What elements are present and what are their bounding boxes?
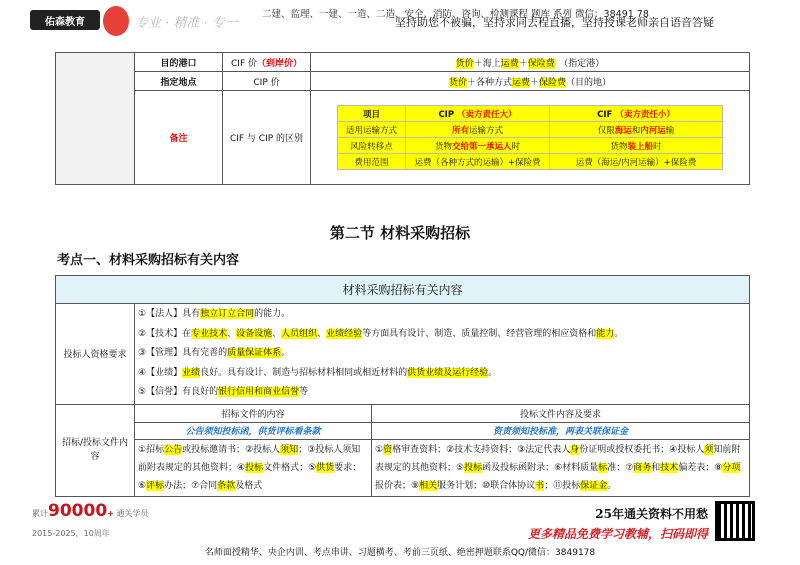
student-count: 累计90000+ 通关学员 (32, 501, 149, 521)
table-row (56, 53, 750, 72)
cif-cip-table (55, 52, 750, 185)
scrolling-notice: 二建、监理、一建、一造、二造、安全、消防、咨询、检测课程 题库 系列 微信：38491 78 (262, 9, 649, 20)
term-name: CIP 价 (223, 72, 311, 91)
requirement-item: ①【法人】具有独立订立合同的能力。 (138, 309, 291, 319)
requirement-item: ②【技术】在专业技术、设备设施、人员组织、业绩经验等方面具有设计、制造、质量控制、经营管理的相应资格和能力。 (138, 328, 624, 339)
term-name: CIF 价（到岸价） (223, 53, 311, 72)
key-point-heading: 考点一、材料采购招标有关内容 (57, 253, 240, 268)
item-cell: 风险转移点 (338, 138, 406, 154)
footer-slogan: 25年通关资料不用愁 更多精品免费学习教辅，扫码即得 (527, 507, 708, 541)
comparison-table (337, 105, 723, 170)
header-tagline: 坚持助您不被骗，坚持求同去程直播，坚持授课老师亲自语音答疑 (395, 16, 714, 29)
term-content: 货价＋各种方式运费＋保险费（目的地） (311, 72, 750, 91)
cif-cell: 运费（海运/内河运输）+保险费 (550, 154, 723, 170)
remark-name: CIF 与 CIP 的区别 (223, 91, 311, 185)
brand-logo: 佑森教育 (30, 10, 100, 30)
term-content: 货价＋海上运费＋保险费 （指定港） (311, 53, 750, 72)
remark-label: 备注 (135, 91, 223, 185)
requirement-item: ③【管理】具有完善的质量保证体系。 (138, 348, 291, 358)
item-cell: 费用范围 (338, 154, 406, 170)
row-label: 指定地点 (135, 72, 223, 91)
cip-cell: 运费（各种方式的运输）+保险费 (406, 154, 550, 170)
table-row (56, 91, 750, 185)
header-item: 项目 (338, 106, 406, 122)
footer-contact: 名师面授精华、央企内训、考点串讲、习题横考、考前三页纸、绝密押题联系QQ/微信：3849178 (204, 548, 596, 558)
years-label: 2015-2025，10周年 (32, 529, 110, 538)
header-cip: CIP （卖方责任大） (406, 106, 550, 122)
section-title: 第二节 材料采购招标 (329, 224, 471, 242)
qual-label: 投标人资格要求 (56, 304, 135, 405)
brand-slogan: 专业 · 精准 · 专一 (135, 16, 238, 31)
tender-subtitle: 资责须知投标准，两表关联保证金 (372, 422, 750, 439)
table-title: 材料采购招标有关内容 (56, 276, 750, 304)
row-label: 目的港口 (135, 53, 223, 72)
qr-code-icon[interactable] (715, 501, 755, 541)
tender-header: 投标文件内容及要求 (372, 404, 750, 422)
bid-contents: ①招标公告或投标邀请书；②投标人须知；③投标人须知前附表规定的其他资料；④投标文件格式；⑤供货要求；⑥评标办法；⑦合同条款及格式 (135, 439, 372, 496)
docs-label: 招标/投标文件内容 (56, 404, 135, 496)
cif-cell: 货物装上船时 (550, 138, 723, 154)
bid-subtitle: 公告须知投标函，供货评标看条款 (135, 422, 372, 439)
item-cell: 适用运输方式 (338, 122, 406, 138)
procurement-table (55, 275, 750, 497)
bid-header: 招标文件的内容 (135, 404, 372, 422)
blank-cell (56, 53, 135, 185)
cip-cell: 所有运输方式 (406, 122, 550, 138)
tender-contents: ①资格审查资料；②技术支持资料；③法定代表人身份证明或授权委托书；④投标人须知前附表规定的其他资料；⑤投标函及投标函附录；⑥材料质量标准；⑦商务和技术偏差表；⑧分项报价表；⑨相关服务计划；⑩联合体协议书；⑪投标保证金。 (372, 439, 750, 496)
mascot-icon (103, 6, 129, 36)
page-footer (0, 497, 800, 565)
table-row (56, 72, 750, 91)
header-cif: CIF （卖方责任小） (550, 106, 723, 122)
requirement-item: ④【业绩】业绩良好。具有设计、制造与招标材料相同或相近材料的供货业绩及运行经验。 (138, 367, 498, 378)
cif-cell: 仅限海运和内河运输 (550, 122, 723, 138)
cip-cell: 货物交给第一承运人时 (406, 138, 550, 154)
comparison-cell (311, 91, 750, 185)
requirement-item: ⑤【信誉】有良好的银行信用和商业信誉等 (138, 387, 309, 397)
page-header (0, 0, 800, 42)
requirements-cell (135, 304, 750, 405)
